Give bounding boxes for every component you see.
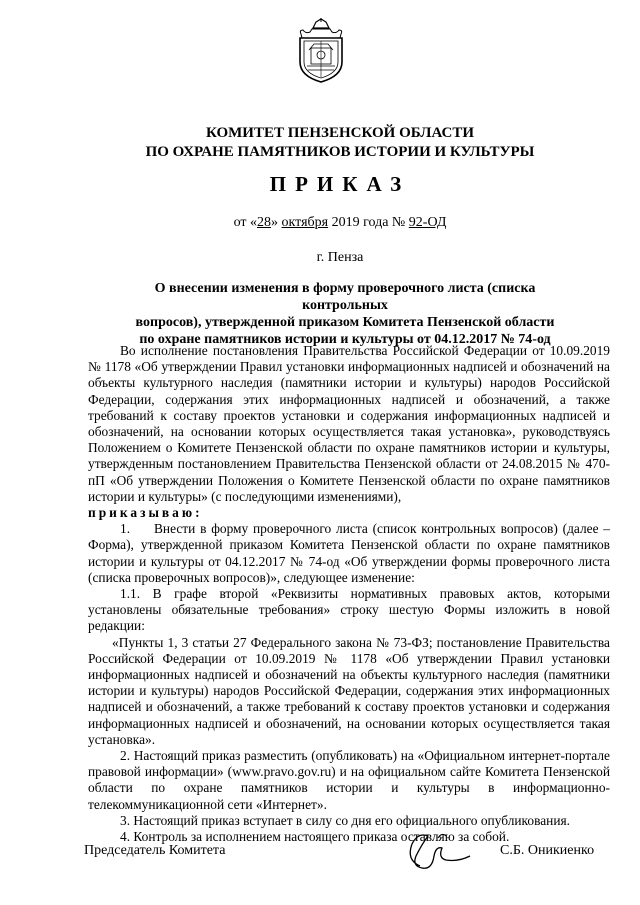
preamble-paragraph: Во исполнение постановления Правительства Российской Федерации от 10.09.2019 № 1178 «Об утверждении Правил установки информационных надписей и обозначений на объекты культурного наследия (памятники истории и культуры) народов Российской Федерации, содержания этих информационных надписей и обозначений, а также требований к составу проектов установки и содержания информационных надписей и обозначений, на основании которых осуществляется такая установка», руководствуясь Положением о Комитете Пензенской области по охране памятников истории и культуры, утвержденным постановлением Правительства Пензенской области от 24.08.2015 № 470-пП «Об утверждении Положения о Комитете Пензенской области по охране памятников истории и культуры» (с последующими изменениями),	[88, 343, 610, 504]
item-3-paragraph: 3. Настоящий приказ вступает в силу со дня его официального опубликования.	[120, 812, 570, 828]
date-mid: »	[271, 215, 282, 230]
signatory-name: С.Б. Оникиенко	[500, 843, 595, 858]
date-month: октября	[281, 215, 329, 230]
item-4-paragraph: 4. Контроль за исполнением настоящего приказа оставляю за собой.	[120, 829, 510, 845]
document-date-line	[20, 215, 640, 231]
subject-line: по охране памятников истории и культуры от 04.12.2017 № 74-од	[139, 332, 551, 347]
document-number: 92-ОД	[408, 215, 447, 230]
document-subject	[110, 280, 580, 348]
item-1-1-paragraph: 1.1. В графе второй «Реквизиты нормативных правовых актов, которыми установлены обязательные требования» строку шестую Формы изложить в новой редакции:	[88, 586, 610, 634]
handwritten-signature	[398, 826, 478, 876]
document-title: ПРИКАЗ	[269, 172, 411, 196]
subject-line: вопросов), утвержденной приказом Комитета Пензенской области	[135, 315, 555, 330]
quote-paragraph: «Пункты 1, 3 статьи 27 Федерального закона № 73-ФЗ; постановление Правительства Российской Федерации от 10.09.2019 № 1178 «Об утверждении Правил установки информационных надписей и обозначений на объекты культурного наследия (памятники истории и культуры) народов Российской Федерации, содержания этих информационных надписей и обозначений, а также требований к составу проектов установки и содержания информационных надписей и обозначений, на основании которых осуществляется такая установка».	[88, 634, 610, 747]
item-1-paragraph: 1. Внести в форму проверочного листа (список контрольных вопросов) (далее – Форма), утвержденной приказом Комитета Пензенской области по охране памятников истории и культуры от 04.12.2017 № 74-од «Об утверждении формы проверочного листа (списка проверочных вопросов)», следующее изменение:	[88, 521, 610, 585]
date-year: 2019 года №	[328, 215, 409, 230]
date-prefix: от «	[233, 215, 258, 230]
subject-line: О внесении изменения в форму проверочного листа (списка контрольных	[154, 281, 536, 313]
coat-of-arms-emblem	[296, 18, 346, 84]
date-day: 28	[257, 215, 272, 230]
item-2-paragraph: 2. Настоящий приказ разместить (опубликовать) на «Официальном интернет-портале правовой информации» (www.pravo.gov.ru) и на официальном сайте Комитета Пензенской области по охране памятников истории и культуры в информационно-телекоммуникационной сети «Интернет».	[88, 748, 610, 812]
orders-word: приказываю:	[88, 505, 203, 521]
org-name-line2: ПО ОХРАНЕ ПАМЯТНИКОВ ИСТОРИИ И КУЛЬТУРЫ	[145, 144, 535, 160]
signatory-position: Председатель Комитета	[84, 843, 226, 858]
org-name-line1: КОМИТЕТ ПЕНЗЕНСКОЙ ОБЛАСТИ	[205, 125, 475, 141]
document-body	[88, 343, 610, 845]
city: г. Пенза	[316, 250, 364, 265]
